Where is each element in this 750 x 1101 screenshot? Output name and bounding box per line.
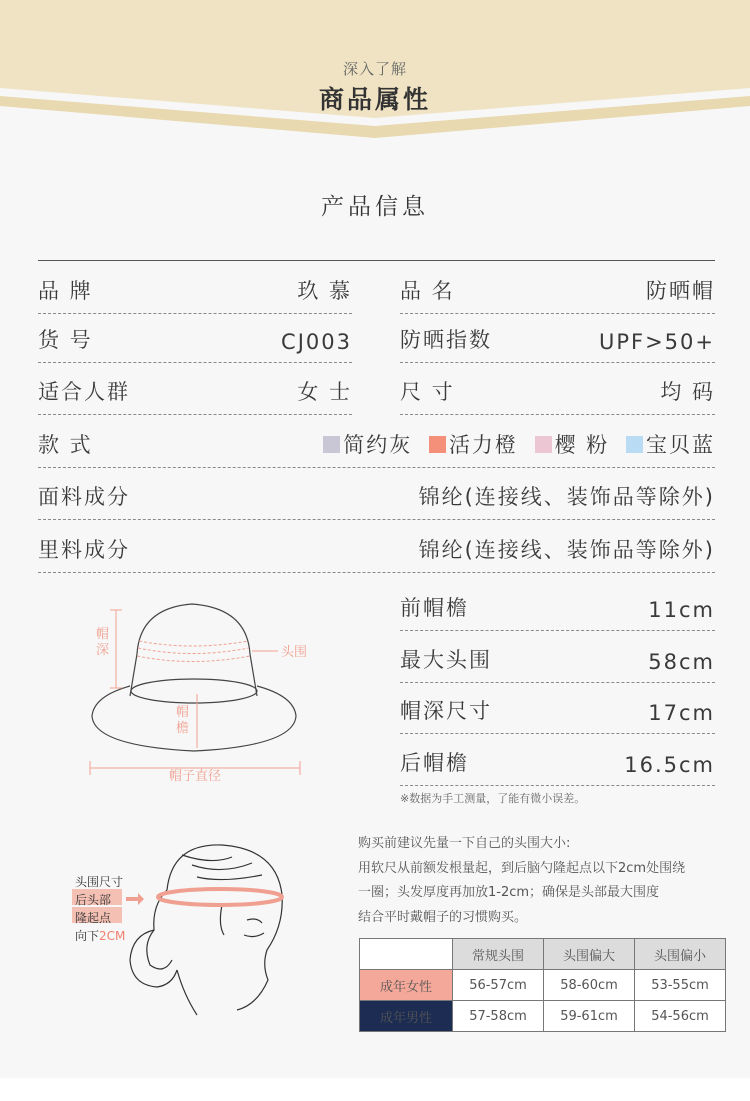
measure-label: 帽深尺寸	[400, 699, 492, 723]
swatch-pink	[535, 436, 552, 453]
attr-value: 防晒帽	[646, 279, 715, 303]
bottom-strip	[0, 1078, 750, 1101]
measure-depth	[400, 694, 715, 734]
head-label-back: 后头部	[75, 893, 112, 907]
advice-line-4: 结合平时戴帽子的习惯购买。	[358, 909, 528, 925]
attr-label: 里料成分	[38, 538, 130, 562]
attr-audience	[38, 375, 352, 415]
banner-title: 商品属性	[318, 85, 431, 114]
style-option-gray: 简约灰	[343, 433, 413, 457]
table-cell: 59-61cm	[544, 1001, 635, 1032]
head-label-size: 头围尺寸	[75, 875, 124, 889]
measure-label: 最大头围	[400, 648, 492, 672]
table-row	[360, 1001, 726, 1032]
measure-value: 17cm	[648, 701, 715, 725]
style-option-pink: 樱 粉	[554, 433, 610, 457]
label-head: 头围	[281, 645, 308, 660]
attr-label: 货 号	[38, 328, 93, 352]
swatch-gray	[323, 436, 340, 453]
head-diagram	[72, 835, 292, 1020]
attr-size	[400, 375, 715, 415]
label-diameter: 帽子直径	[168, 769, 222, 784]
advice-line-2: 用软尺从前额发根量起，到后脑勺隆起点以下2cm处围绕	[358, 860, 686, 876]
style-option-blue: 宝贝蓝	[646, 433, 715, 457]
measure-label: 前帽檐	[400, 596, 469, 620]
swatch-blue	[626, 436, 643, 453]
row-label-male: 成年男性	[360, 1001, 453, 1032]
divider	[38, 260, 715, 261]
table-header: 头围偏大	[544, 939, 635, 970]
attr-label: 适合人群	[38, 380, 130, 404]
label-depth-2: 深	[96, 643, 110, 658]
label-depth-1: 帽	[96, 627, 110, 642]
attr-value: 锦纶(连接线、装饰品等除外)	[418, 538, 715, 562]
attr-upf	[400, 323, 715, 363]
measure-label: 后帽檐	[400, 751, 469, 775]
attr-fabric	[38, 480, 715, 520]
section-title: 产品信息	[321, 194, 429, 220]
attr-label: 品 牌	[38, 279, 93, 303]
attr-value: 女 士	[297, 380, 352, 404]
advice-line-1: 购买前建议先量一下自己的头围大小:	[358, 836, 571, 851]
head-labels	[75, 873, 125, 945]
table-header-row	[360, 939, 726, 970]
row-label-female: 成年女性	[360, 970, 453, 1001]
attr-lining	[38, 533, 715, 573]
style-option-orange: 活力橙	[448, 433, 518, 457]
table-header: 常规头围	[453, 939, 544, 970]
label-brim-1: 帽	[176, 705, 190, 720]
attr-sku	[38, 323, 352, 363]
attr-label: 面料成分	[38, 485, 130, 509]
hat-diagram	[82, 596, 312, 796]
attr-value: 锦纶(连接线、装饰品等除外)	[418, 485, 715, 509]
size-table	[359, 938, 726, 1032]
measurement-note: ※数据为手工测量，了能有微小误差。	[400, 792, 586, 805]
attr-brand	[38, 274, 352, 314]
banner	[0, 0, 750, 145]
attr-value: CJ003	[281, 330, 352, 354]
banner-subtitle: 深入了解	[342, 60, 407, 78]
head-label-2cm: 2CM	[99, 929, 126, 943]
table-cell: 57-58cm	[453, 1001, 544, 1032]
label-brim-2: 檐	[176, 721, 190, 736]
attr-value: 均 码	[660, 380, 715, 404]
swatch-orange	[429, 436, 446, 453]
attr-style	[38, 428, 715, 468]
attr-label: 防晒指数	[400, 328, 492, 352]
head-label-down: 向下2CM	[75, 929, 126, 943]
style-options	[315, 429, 715, 459]
attr-value: UPF>50+	[598, 330, 715, 354]
measure-head-circ	[400, 643, 715, 683]
sizing-advice	[358, 832, 728, 930]
attr-value: 玖 慕	[297, 279, 352, 303]
measure-value: 16.5cm	[624, 753, 715, 777]
advice-line-3: 一圈；头发厚度再加放1-2cm；确保是头部最大围度	[358, 885, 660, 900]
table-row	[360, 970, 726, 1001]
table-cell: 56-57cm	[453, 970, 544, 1001]
attr-name	[400, 274, 715, 314]
table-cell: 53-55cm	[635, 970, 726, 1001]
attr-label: 品 名	[400, 279, 455, 303]
hat-illustration	[82, 596, 312, 796]
measure-value: 11cm	[648, 598, 715, 622]
measure-front-brim	[400, 591, 715, 631]
table-cell: 58-60cm	[544, 970, 635, 1001]
table-cell: 54-56cm	[635, 1001, 726, 1032]
measure-back-brim	[400, 746, 715, 786]
table-header: 头围偏小	[635, 939, 726, 970]
head-label-point: 隆起点	[75, 911, 112, 925]
table-corner	[360, 939, 453, 970]
attr-label: 尺 寸	[400, 380, 455, 404]
measure-value: 58cm	[648, 650, 715, 674]
attr-label: 款 式	[38, 433, 93, 457]
